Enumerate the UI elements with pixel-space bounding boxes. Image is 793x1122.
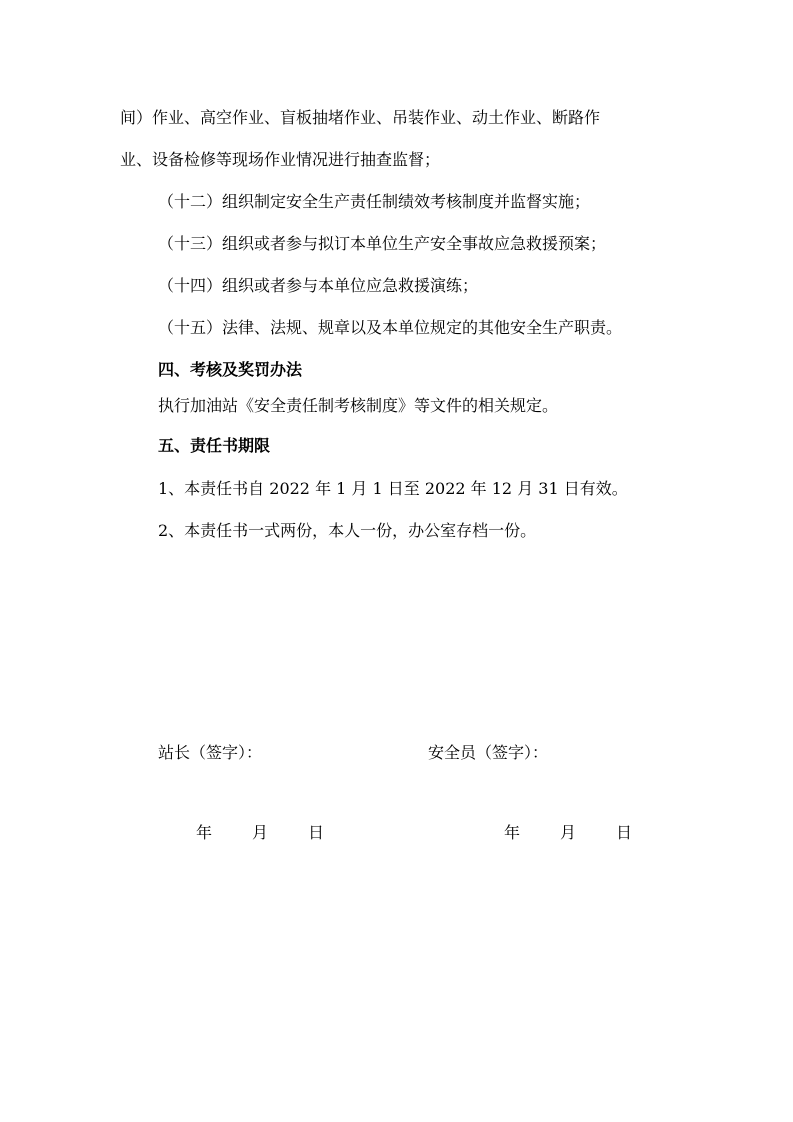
date-day-label: 日 (308, 823, 325, 842)
paragraph-line: 间）作业、高空作业、盲板抽堵作业、吊装作业、动土作业、断路作 (120, 108, 601, 127)
list-item-15: （十五）法律、法规、规章以及本单位规定的其他安全生产职责。 (158, 318, 623, 337)
list-item-12: （十二）组织制定安全生产责任制绩效考核制度并监督实施； (158, 192, 591, 211)
date-day-label: 日 (616, 823, 633, 842)
date-year-label: 年 (196, 823, 213, 842)
section-heading-term: 五、责任书期限 (158, 436, 271, 455)
list-item-14: （十四）组织或者参与本单位应急救援演练； (158, 276, 479, 295)
term-item-1: 1、本责任书自 2022 年 1 月 1 日至 2022 年 12 月 31 日有效。 (158, 479, 628, 498)
date-year-label: 年 (504, 823, 521, 842)
date-month-label: 月 (560, 823, 577, 842)
section-heading-assessment: 四、考核及奖罚办法 (158, 360, 303, 379)
signature-label-safety-officer: 安全员（签字）： (428, 743, 549, 762)
section-body-assessment: 执行加油站《安全责任制考核制度》等文件的相关规定。 (158, 396, 559, 415)
signature-label-station-manager: 站长（签字）： (158, 743, 263, 762)
date-month-label: 月 (252, 823, 269, 842)
list-item-13: （十三）组织或者参与拟订本单位生产安全事故应急救援预案； (158, 234, 607, 253)
term-item-2: 2、本责任书一式两份，本人一份，办公室存档一份。 (158, 521, 537, 540)
paragraph-line: 业、设备检修等现场作业情况进行抽查监督； (120, 150, 441, 169)
